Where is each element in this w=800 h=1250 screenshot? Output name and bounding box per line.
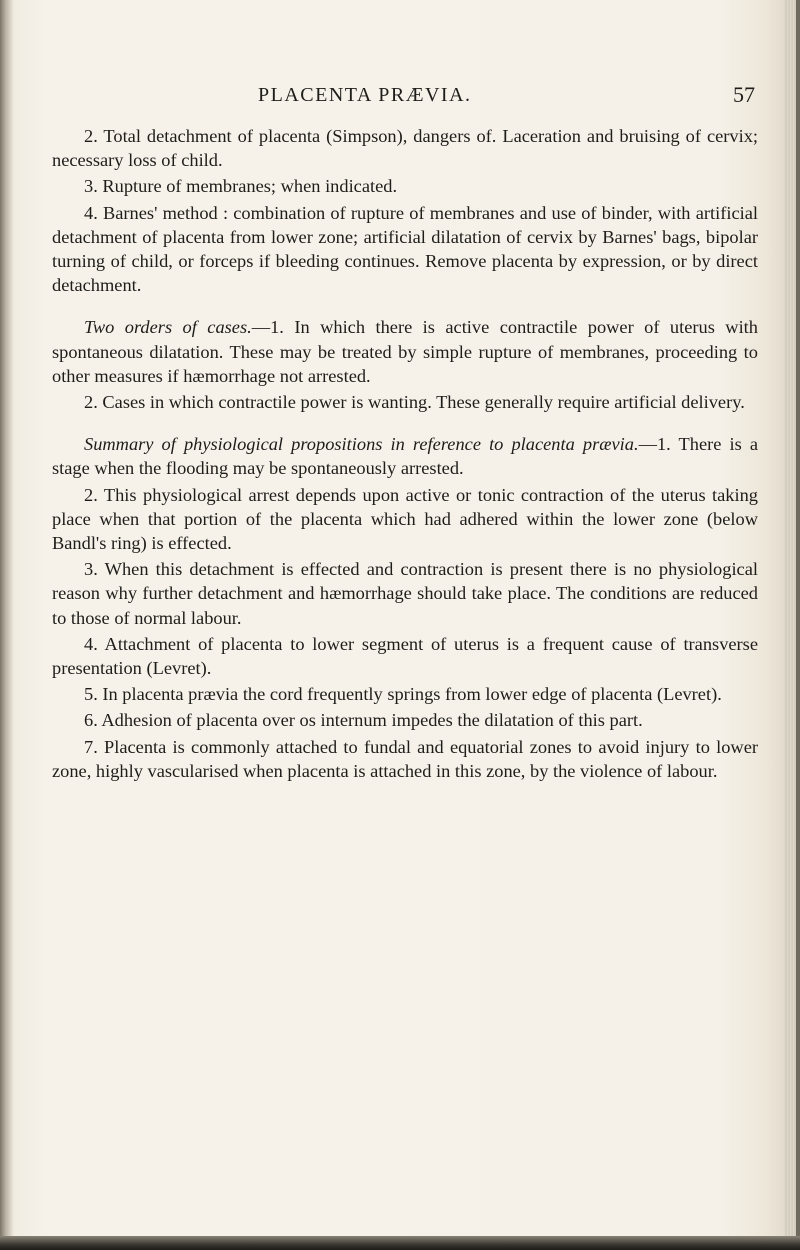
page-number: 57	[733, 82, 755, 107]
page-edge-dark	[796, 0, 800, 1250]
page-header	[0, 84, 800, 114]
paragraph-text: 2. Total detachment of placenta (Simpson), dangers of. Laceration and bruising of cervix; necessary loss of child.	[52, 126, 758, 171]
binding-shadow	[0, 0, 14, 1250]
paragraph-fundal-attachment	[52, 735, 758, 783]
paragraph-physiological-arrest	[52, 483, 758, 556]
paragraph-text: —1. There is a stage when the flooding may be spontaneously arrested.	[52, 434, 759, 479]
paragraph-text: 6. Adhesion of placenta over os internum impedes the dilatation of this part.	[84, 710, 643, 731]
paragraph-text: 3. Rupture of membranes; when indicated.	[84, 176, 398, 197]
paragraph-barnes-method	[52, 201, 758, 298]
paragraph-text: 5. In placenta prævia the cord frequently springs from lower edge of placenta (Levret).	[84, 684, 722, 705]
paragraph-detachment-effected	[52, 557, 758, 630]
paragraph-text: 3. When this detachment is effected and contraction is present there is no physiological reason why further detachment and hæmorrhage should take place. The conditions are reduced to those of normal labour.	[52, 559, 758, 628]
paragraph-contractile-wanting	[52, 390, 758, 414]
paragraph-text: 2. Cases in which contractile power is wanting. These generally require artificial delivery.	[84, 392, 745, 413]
paragraph-lead: Summary of physiological propositions in reference to placenta prævia.	[84, 434, 639, 455]
paragraph-text: 4. Barnes' method : combination of rupture of membranes and use of binder, with artificial detachment of placenta from lower zone; artificial dilatation of cervix by Barnes' bags, bipolar turning of child, or forceps if bleeding continues. Remove placenta by expression, or by direct detachment.	[52, 202, 758, 296]
body-text	[52, 124, 758, 783]
paragraph-transverse-presentation	[52, 632, 758, 680]
paragraph-lead: Two orders of cases.	[84, 317, 252, 338]
paragraph-text: 7. Placenta is commonly attached to fundal and equatorial zones to avoid injury to lower zone, highly vascularised when placenta is attached in this zone, by the violence of labour.	[52, 736, 758, 781]
paragraph-text: 4. Attachment of placenta to lower segment of uterus is a frequent cause of transverse presentation (Levret).	[52, 633, 758, 679]
paragraph-rupture	[52, 174, 758, 198]
paragraph-total-detachment	[52, 124, 758, 172]
page-bottom-edge	[0, 1236, 800, 1250]
paragraph-text: 2. This physiological arrest depends upon active or tonic contraction of the uterus taking place when that portion of the placenta which had adhered within the lower zone (below Bandl's ring) is effected.	[52, 484, 758, 554]
paragraph-text: —1. In which there is active contractile power of uterus with spontaneous dilatation. These may be treated by simple rupture of membranes, proceeding to other measures if hæmorrhage not arrested.	[52, 317, 758, 386]
paragraph-two-orders	[52, 315, 758, 388]
paragraph-os-internum	[52, 708, 758, 732]
running-title: PLACENTA PRÆVIA.	[258, 84, 472, 106]
paragraph-cord	[52, 682, 758, 706]
paragraph-summary	[52, 432, 758, 480]
